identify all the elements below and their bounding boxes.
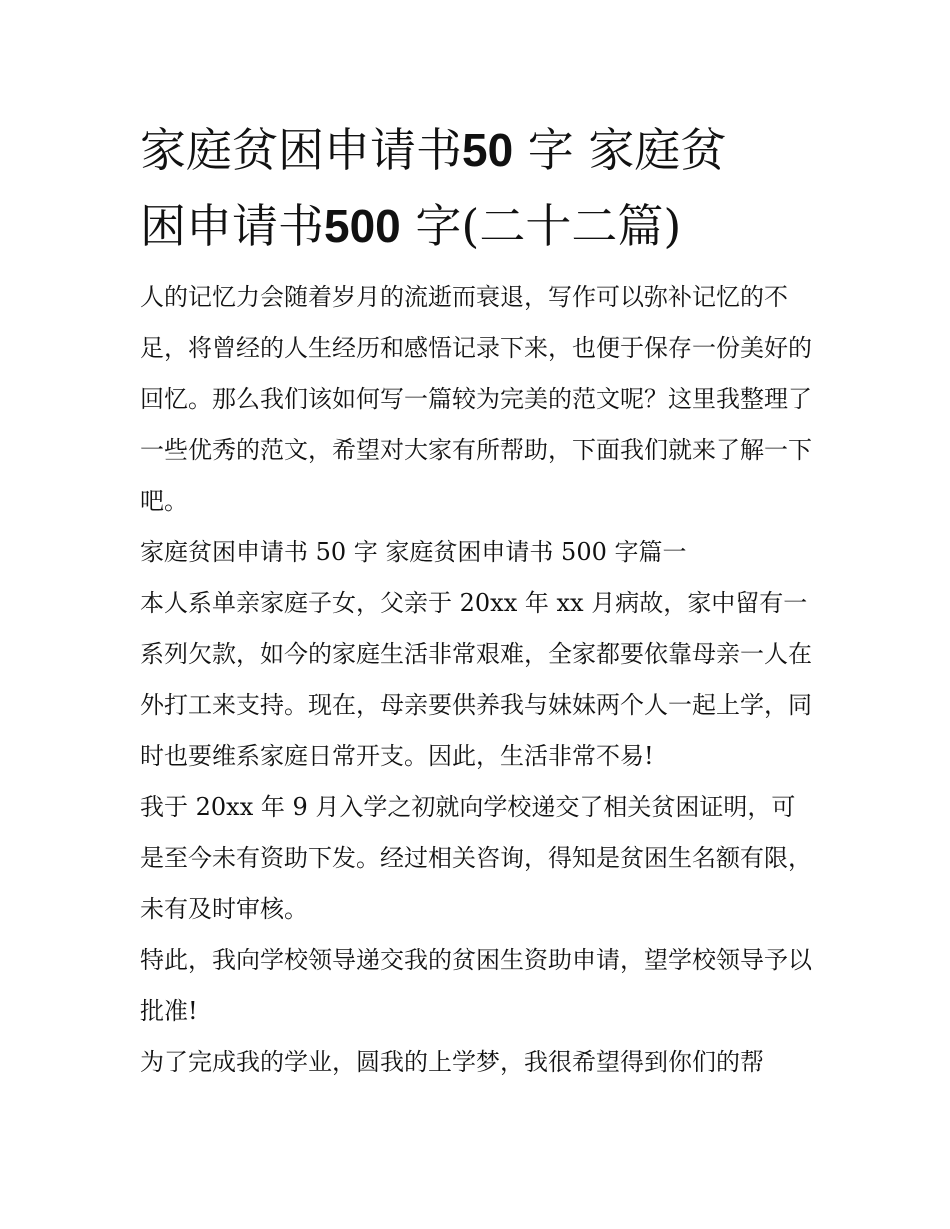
title-text: 字 家庭贫 <box>513 123 727 177</box>
section-heading: 家庭贫困申请书 50 字 家庭贫困申请书 500 字篇一 <box>140 538 687 566</box>
title-number: 500 <box>324 200 401 252</box>
body-paragraph: 为了完成我的学业，圆我的上学梦，我很希望得到你们的帮 <box>140 1048 764 1076</box>
title-line-1 <box>140 112 812 188</box>
document-title <box>140 112 812 264</box>
intro-paragraph: 人的记忆力会随着岁月的流逝而衰退，写作可以弥补记忆的不足，将曾经的人生经历和感悟记录下来，也便于保存一份美好的回忆。那么我们该如何写一篇较为完美的范文呢？这里我整理了一些优秀的范文，希望对大家有所帮助，下面我们就来了解一下吧。 <box>140 283 812 515</box>
title-number: 50 <box>462 124 514 176</box>
title-text: 字(二十二篇) <box>400 199 682 253</box>
body-paragraph: 我于 20xx 年 9 月入学之初就向学校递交了相关贫困证明，可是至今未有资助下发。经过相关咨询，得知是贫困生名额有限，未有及时审核。 <box>140 793 812 923</box>
document-body <box>140 112 812 1088</box>
title-line-2 <box>140 188 812 264</box>
title-text: 家庭贫困申请书 <box>140 123 462 177</box>
body-paragraph: 本人系单亲家庭子女，父亲于 20xx 年 xx 月病故，家中留有一系列欠款，如今的家庭生活非常艰难，全家都要依靠母亲一人在外打工来支持。现在，母亲要供养我与妹妹两个人一起上学，同时也要维系家庭日常开支。因此，生活非常不易! <box>140 589 812 770</box>
title-text: 困申请书 <box>140 199 324 253</box>
body-paragraph: 特此，我向学校领导递交我的贫困生资助申请，望学校领导予以批准! <box>140 946 812 1025</box>
